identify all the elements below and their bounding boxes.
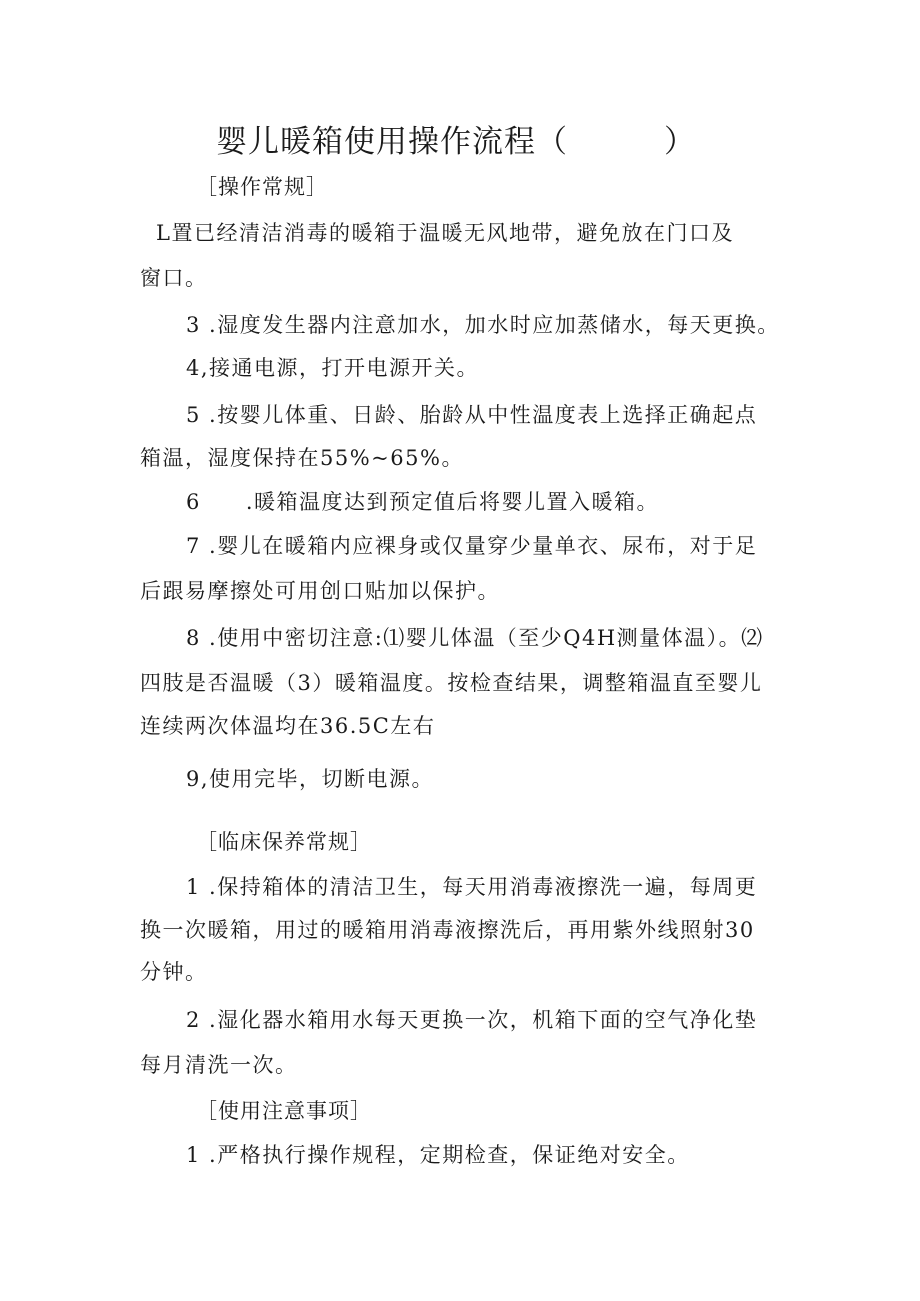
paragraph-line: 3 .湿度发生器内注意加水，加水时应加蒸储水，每天更换。 — [186, 313, 780, 337]
paragraph-line: 换一次暖箱，用过的暖箱用消毒液擦洗后，再用紫外线照射30 — [140, 918, 755, 942]
paragraph-line: 1 .严格执行操作规程，定期检查，保证绝对安全。 — [186, 1143, 690, 1167]
paragraph-line: 箱温，湿度保持在55%~65%。 — [140, 446, 464, 470]
page-title: 婴儿暖箱使用操作流程（ ） — [216, 124, 696, 160]
paragraph-line: 分钟。 — [140, 960, 208, 984]
paragraph-line: 四肢是否温暖（3）暖箱温度。按检查结果，调整箱温直至婴儿 — [140, 671, 763, 695]
section-heading-operation: ［操作常规］ — [196, 175, 328, 199]
paragraph-line: 每月清洗一次。 — [140, 1053, 298, 1077]
paragraph-line: 7 .婴儿在暖箱内应裸身或仅量穿少量单衣、尿布，对于足 — [186, 534, 758, 558]
paragraph-line: 连续两次体温均在36.5C左右 — [140, 714, 436, 738]
paragraph-line: 窗口。 — [140, 266, 208, 290]
section-heading-maintenance: ［临床保养常规］ — [196, 830, 372, 854]
paragraph-line: 2 .湿化器水箱用水每天更换一次，机箱下面的空气净化垫 — [186, 1008, 758, 1032]
section-heading-precautions: ［使用注意事项］ — [196, 1099, 372, 1123]
paragraph-line: 1 .保持箱体的清洁卫生，每天用消毒液擦洗一遍，每周更 — [186, 875, 758, 899]
paragraph-line: 4,接通电源，打开电源开关。 — [186, 356, 480, 380]
paragraph-line: 后跟易摩擦处可用创口贴加以保护。 — [140, 579, 500, 603]
paragraph-line: 8 .使用中密切注意:⑴婴儿体温（至少Q4H测量体温）。⑵ — [186, 626, 764, 650]
paragraph-line: 9,使用完毕，切断电源。 — [186, 767, 435, 791]
paragraph-line: 6 .暖箱温度达到预定值后将婴儿置入暖箱。 — [186, 490, 660, 514]
paragraph-line: L置已经清洁消毒的暖箱于温暖无风地带，避免放在门口及 — [156, 221, 734, 245]
paragraph-line: 5 .按婴儿体重、日龄、胎龄从中性温度表上选择正确起点 — [186, 403, 758, 427]
